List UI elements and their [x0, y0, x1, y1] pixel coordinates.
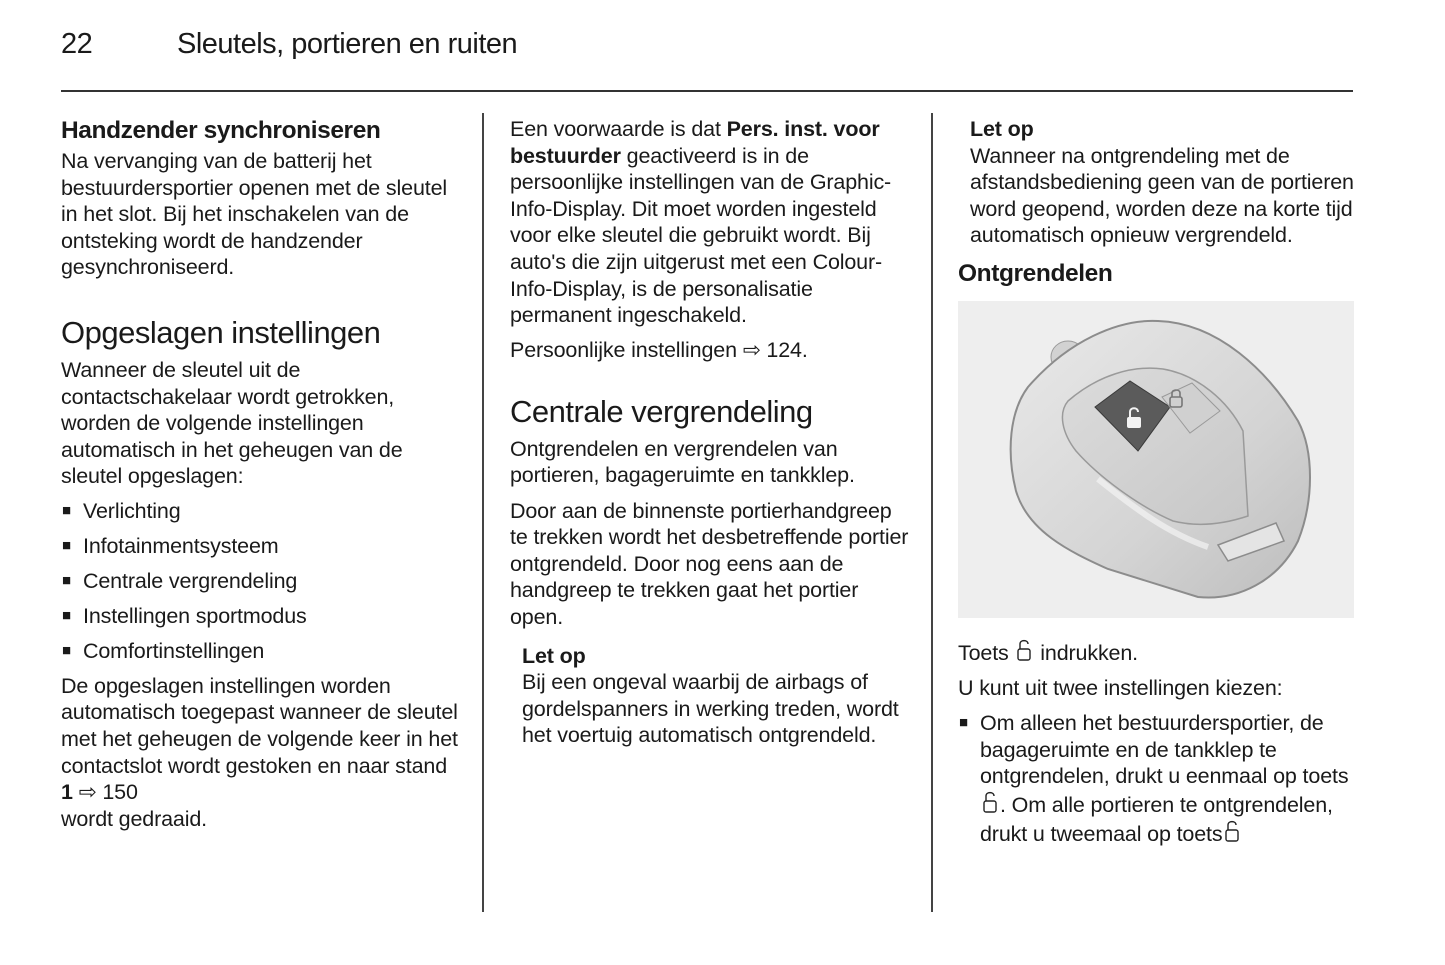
list-item: ■ Infotainmentsysteem: [61, 533, 461, 560]
paragraph-handzender: Na vervanging van de batterij het bestuurdersportier openen met de sleutel in het slot. Bij het inschakelen van de ontsteking wordt de handzender gesynchroniseerd.: [61, 149, 448, 280]
paragraph-condition: Een voorwaarde is dat Pers. inst. voor bestuurder geactiveerd is in de persoonlijke instellingen van de Graphic-Info-Display. Dit moet worden ingesteld voor elke sleutel die gebruikt wordt. Bij auto's die zijn uitgerust met een Colour-Info-Display, is de personalisatie permanent ingeschakeld.: [510, 117, 892, 328]
note-text: Bij een ongeval waarbij de airbags of gordelspanners in werking treden, wordt het voertuig automatisch ontgrendeld.: [522, 670, 899, 748]
paragraph-handgreep: Door aan de binnenste portierhandgreep te trekken wordt het desbetreffende portier ontgrendeld. Door nog eens aan de handgreep te trekken gaat het portier open.: [510, 498, 909, 629]
paragraph-centrale: Ontgrendelen en vergrendelen van portieren, bagageruimte en tankklep.: [510, 436, 855, 488]
column-divider-1: [482, 113, 484, 912]
section-heading-centrale: Centrale vergrendeling: [510, 393, 813, 429]
paragraph-opgeslagen: Wanneer de sleutel uit de contactschakelaar wordt getrokken, worden de volgende instellingen automatisch in het geheugen van de sleutel opgeslagen:: [61, 357, 403, 489]
page-number: 22: [61, 28, 93, 60]
page-reference-124[interactable]: Persoonlijke instellingen ⇨ 124.: [510, 338, 808, 363]
unlock-icon: [1224, 819, 1240, 843]
position-value: 1: [61, 780, 73, 805]
list-item: ■ Om alleen het bestuurdersportier, de bagageruimte en de tankklep te ontgrendelen, drukt u eenmaal op toets. Om alle portieren te ontgrendelen, drukt u tweemaal op toets: [958, 710, 1354, 847]
note-box: [522, 643, 910, 749]
header-rule: [61, 90, 1353, 92]
list-item: ■ Comfortinstellingen: [61, 638, 461, 665]
column-2: [510, 116, 910, 761]
list-item: ■ Instellingen sportmodus: [61, 603, 461, 630]
section-heading-opgeslagen: Opgeslagen instellingen: [61, 314, 381, 350]
section-heading-ontgrendelen: Ontgrendelen: [958, 259, 1113, 287]
unlock-options-list: [958, 710, 1354, 847]
column-3: [958, 116, 1354, 855]
paragraph-choose: U kunt uit twee instellingen kiezen:: [958, 676, 1283, 701]
chapter-title: Sleutels, portieren en ruiten: [177, 28, 518, 60]
paragraph-applied: De opgeslagen instellingen worden automatisch toegepast wanneer de sleutel met het geheugen de volgende keer in het contactslot wordt gestoken en naar stand 1 ⇨ 150 wordt gedraaid.: [61, 673, 458, 831]
settings-list: [61, 498, 461, 664]
section-heading-handzender: Handzender synchroniseren: [61, 117, 381, 144]
note-box: [970, 116, 1354, 249]
list-item: ■ Verlichting: [61, 498, 461, 525]
note-label: Let op: [522, 643, 586, 668]
paragraph-toets: Toets indrukken.: [958, 638, 1354, 667]
note-label: Let op: [970, 117, 1034, 141]
menu-setting-name: Pers. inst. voor bestuurder: [510, 117, 880, 168]
column-divider-2: [931, 113, 933, 912]
unlock-icon: [982, 790, 998, 814]
unlock-icon: [1016, 638, 1032, 662]
column-1: [61, 112, 461, 841]
key-fob-image: [958, 301, 1354, 618]
list-item: ■ Centrale vergrendeling: [61, 568, 461, 595]
key-fob-illustration: [958, 301, 1354, 618]
page-reference-150[interactable]: ⇨ 150: [72, 780, 138, 805]
note-text: Wanneer na ontgrendeling met de afstandsbediening geen van de portieren word geopend, worden deze na korte tijd automatisch opnieuw vergrendeld.: [970, 143, 1354, 248]
